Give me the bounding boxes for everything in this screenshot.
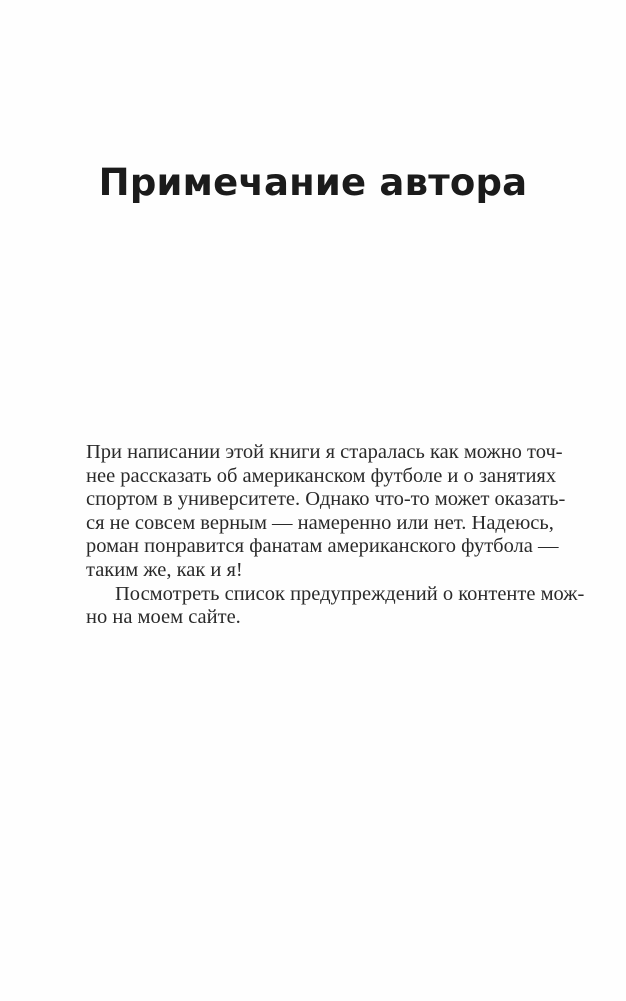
text-line: ся не совсем верным — намеренно или нет. Надеюсь, xyxy=(86,511,554,534)
paragraph-2 xyxy=(86,582,585,630)
paragraph-1 xyxy=(86,441,566,583)
page-title: Примечание автора xyxy=(98,161,528,204)
text-line: таким же, как и я! xyxy=(86,558,243,581)
text-line: роман понравится фанатам американского футбола — xyxy=(86,535,559,558)
text-line: спортом в университете. Однако что-то может оказать- xyxy=(86,488,566,511)
author-note-body xyxy=(86,441,585,630)
text-line: нее рассказать об американском футболе и о занятиях xyxy=(86,464,557,487)
text-line: но на моем сайте. xyxy=(86,606,241,629)
text-line: Посмотреть список предупреждений о контенте мож- xyxy=(115,582,585,605)
text-line: При написании этой книги я старалась как можно точ- xyxy=(86,441,563,463)
